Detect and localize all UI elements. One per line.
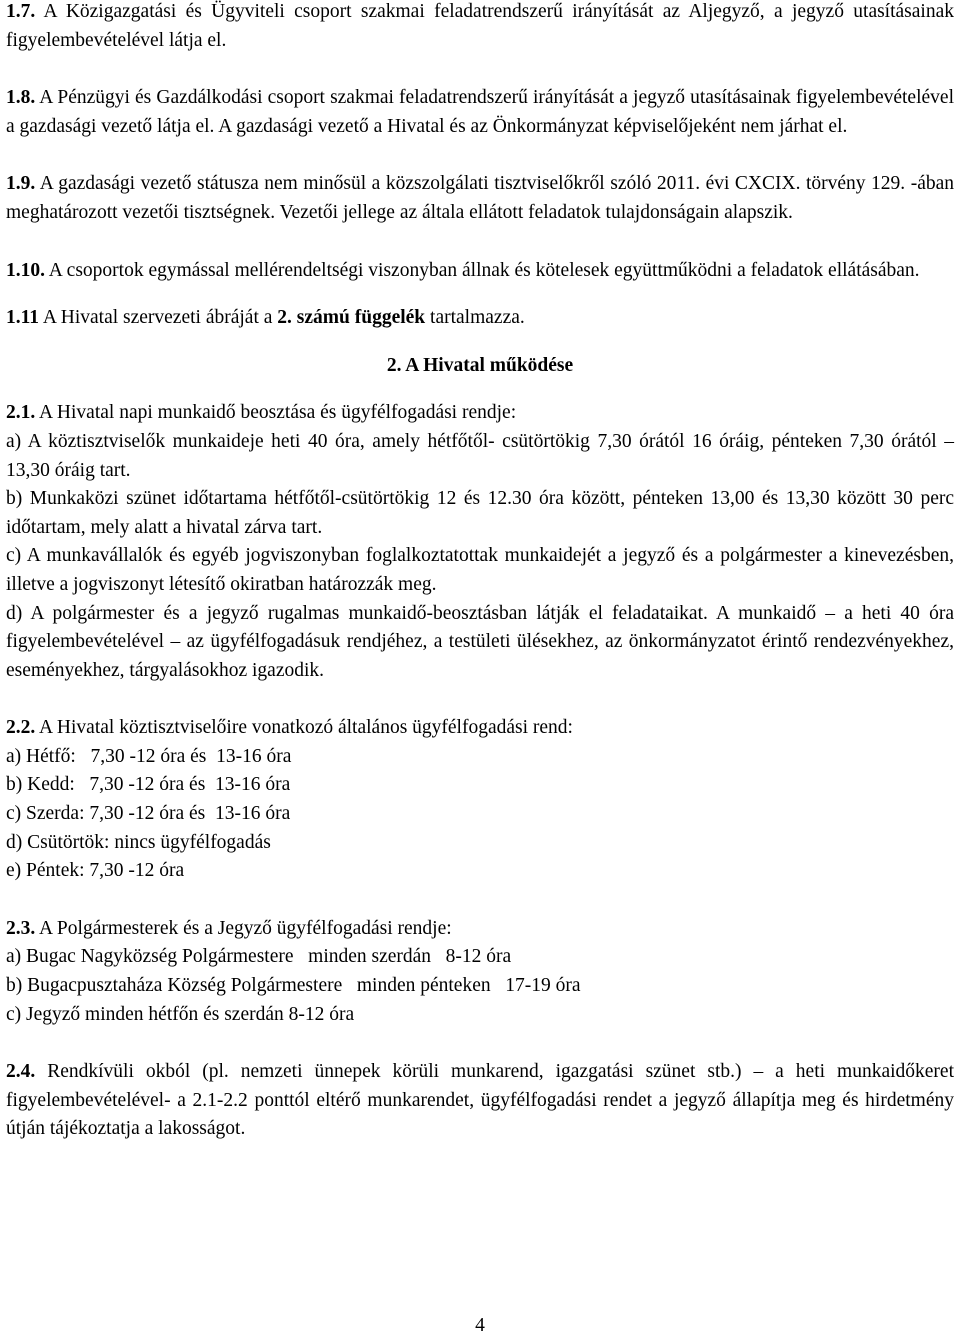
paragraph-2-1	[6, 399, 954, 428]
schedule-item-friday: e) Péntek: 7,30 -12 óra	[6, 860, 185, 882]
schedule-item-wednesday: c) Szerda: 7,30 -12 óra és 13-16 óra	[6, 803, 291, 825]
officials-item-b: b) Bugacpusztaháza Község Polgármestere minden pénteken 17-19 óra	[6, 975, 581, 997]
paragraph-text: A Közigazgatási és Ügyviteli csoport szakmai feladatrendszerű irányítását az Aljegyző, a jegyző utasításainak figyelembevételével látja el.	[6, 1, 954, 51]
paragraph-2-1-c: c) A munkavállalók és egyéb jogviszonyban foglalkoztatottak munkaidejét a jegyző és a polgármester a kinevezésben, illetve a jogviszonyt létesítő okiratban határozzák meg.	[6, 545, 954, 595]
paragraph-text-end: tartalmazza.	[425, 307, 525, 329]
paragraph-text: A gazdasági vezető státusza nem minősül a közszolgálati tisztviselőkről szóló 2011. évi CXCIX. törvény 129. -ában meghatározott vezetői tisztségnek. Vezetői jellege az általa ellátott feladatok tulajdonságain alapszik.	[6, 173, 954, 223]
paragraph-1-11	[6, 304, 954, 333]
paragraph-text: A Polgármesterek és a Jegyző ügyfélfogadási rendje:	[35, 917, 452, 939]
schedule-item-monday: a) Hétfő: 7,30 -12 óra és 13-16 óra	[6, 745, 292, 767]
paragraph-number: 2.1.	[6, 402, 36, 424]
paragraph-1-9	[6, 170, 954, 227]
paragraph-1-8	[6, 84, 954, 141]
officials-item-c: c) Jegyző minden hétfőn és szerdán 8-12 óra	[6, 1003, 355, 1025]
paragraph-number: 1.9.	[6, 173, 36, 195]
officials-item-a: a) Bugac Nagyközség Polgármestere minden szerdán 8-12 óra	[6, 946, 512, 968]
paragraph-text: Rendkívüli okból (pl. nemzeti ünnepek körüli munkarend, igazgatási szünet stb.) – a heti munkaidőkeret figyelembevételével- a 2.1-2.2 ponttól eltérő munkarendet, ügyfélfogadási rendet a jegyző állapítja meg és hirdetmény útján tájékoztatja a lakosságot.	[6, 1061, 954, 1140]
paragraph-1-7	[6, 0, 954, 55]
paragraph-2-1-b: b) Munkaközi szünet időtartama hétfőtől-csütörtökig 12 és 12.30 óra között, pénteken 13,00 és 13,30 között 30 perc időtartam, mely alatt a hivatal zárva tart.	[6, 488, 954, 538]
schedule-list	[6, 743, 954, 886]
schedule-item-thursday: d) Csütörtök: nincs ügyfélfogadás	[6, 831, 271, 853]
paragraph-text: A Hivatal szervezeti ábráját a	[39, 307, 278, 329]
paragraph-1-10	[6, 257, 954, 286]
paragraph-2-4	[6, 1058, 954, 1144]
paragraph-2-1-a: a) A köztisztviselők munkaideje heti 40 óra, amely hétfőtől- csütörtökig 7,30 órától 16 óráig, pénteken 7,30 órától – 13,30 óráig tart.	[6, 430, 954, 481]
paragraph-number: 2.4.	[6, 1061, 36, 1083]
paragraph-2-1-d: d) A polgármester és a jegyző rugalmas munkaidő-beosztásban látják el feladataikat. A munkaidő – a heti 40 óra figyelembevételével – az ügyfélfogadásuk rendjéhez, a testületi ülésekhez, az önkormányzatot érintő rendezvényekhez, eseményekhez, tárgyalásokhoz igazodik.	[6, 602, 954, 681]
paragraph-text: A Hivatal köztisztviselőire vonatkozó általános ügyfélfogadási rend:	[35, 717, 573, 739]
officials-schedule-list	[6, 943, 954, 1029]
paragraph-number: 1.11	[6, 307, 40, 329]
paragraph-number: 1.8.	[6, 87, 36, 109]
document-body	[6, 0, 954, 1144]
paragraph-number: 1.10.	[6, 259, 45, 281]
paragraph-text: A Pénzügyi és Gazdálkodási csoport szakmai feladatrendszerű irányítását a jegyző utasításainak figyelembevételével a gazdasági vezető látja el. A gazdasági vezető a Hivatal és az Önkormányzat képviselőjeként nem járhat el.	[6, 87, 954, 137]
paragraph-number: 2.3.	[6, 917, 36, 939]
paragraph-number: 1.7.	[6, 1, 36, 22]
paragraph-text: A Hivatal napi munkaidő beosztása és ügyfélfogadási rendje:	[35, 402, 517, 424]
appendix-reference: 2. számú függelék	[277, 307, 426, 329]
paragraph-number: 2.2.	[6, 717, 36, 739]
page-number: 4	[475, 1315, 485, 1336]
section-heading: 2. A Hivatal működése	[386, 354, 574, 376]
paragraph-2-3	[6, 915, 954, 944]
paragraph-2-2	[6, 714, 954, 743]
schedule-item-tuesday: b) Kedd: 7,30 -12 óra és 13-16 óra	[6, 774, 291, 796]
paragraph-text: A csoportok egymással mellérendeltségi viszonyban állnak és kötelesek együttműködni a feladatok ellátásában.	[45, 259, 920, 281]
